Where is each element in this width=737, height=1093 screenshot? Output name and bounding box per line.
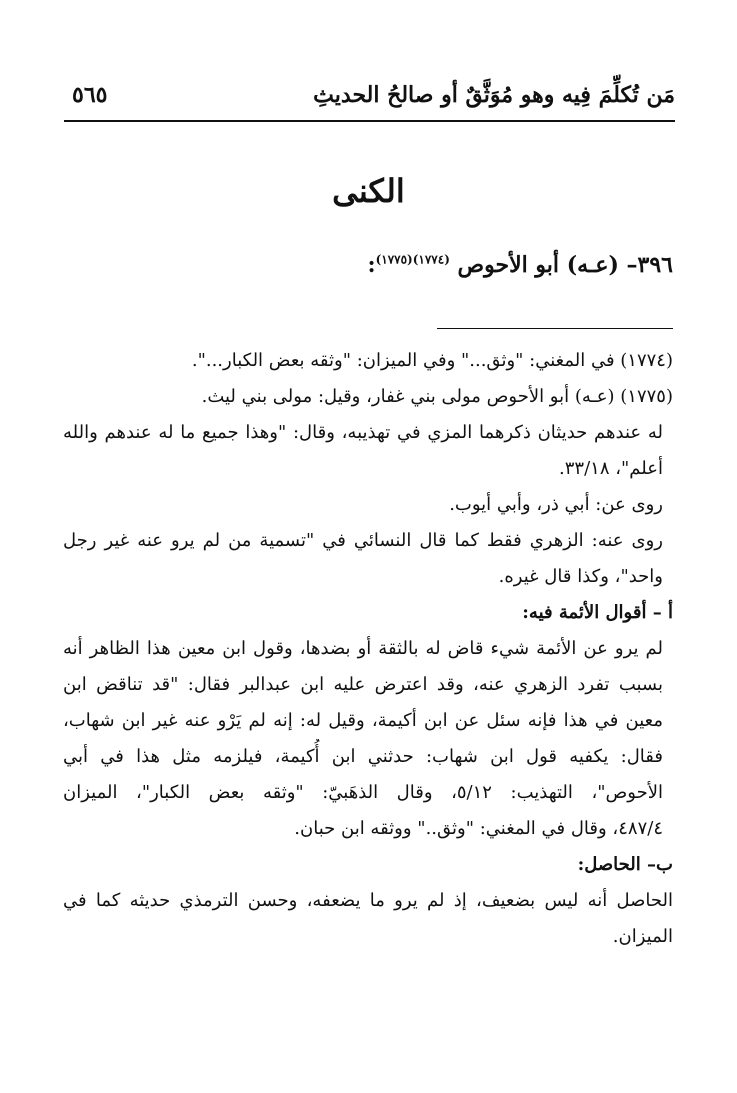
text-line: ٤٨٧/٤، وقال في المغني: "وثق.." ووثقه ابن حبان. <box>294 818 663 839</box>
text-line: الميزان. <box>612 926 673 947</box>
text-line: واحد"، وكذا قال غيره. <box>498 566 663 587</box>
entry-suffix: : <box>367 252 376 278</box>
subheading-hasil: ب– الحاصل: <box>577 854 673 875</box>
footnote-1774: (١٧٧٤) في المغني: "وثق..." وفي الميزان: "وثقه بعض الكبار...". <box>191 350 673 371</box>
text-line: له عندهم حديثان ذكرهما المزي في تهذيبه، وقال: "وهذا جميع ما له عندهم والله <box>63 422 663 443</box>
header-title: مَن تُكلِّمَ فِيه وهو مُوَثَّقٌ أو صالحُ الحديثِ <box>313 82 675 108</box>
text-line: روى عنه: الزهري فقط كما قال النسائي في "تسمية من لم يرو عنه غير رجل <box>63 530 663 551</box>
text-line: روى عن: أبي ذر، وأبي أيوب. <box>449 494 663 515</box>
page-number: ٥٦٥ <box>72 82 108 108</box>
running-header <box>64 82 675 116</box>
footnotes-body <box>63 343 673 955</box>
text-line: الحاصل أنه ليس بضعيف، إذ لم يرو ما يضعفه، وحسن الترمذي حديثه كما في <box>63 890 673 911</box>
text-line: الأحوص"، التهذيب: ٥/١٢، وقال الذهَبيّ: "وثقه بعض الكبار"، الميزان <box>63 782 663 803</box>
entry-number: ٣٩٦– (عـه) أبو الأحوص <box>457 252 673 278</box>
text-line: لم يرو عن الأئمة شيء قاض له بالثقة أو بضدها، وقول ابن معين هذا الظاهر أنه <box>63 638 663 659</box>
subheading-aqwal: أ – أقوال الأئمة فيه: <box>522 602 673 623</box>
text-line: فقال: يكفيه قول ابن شهاب: حدثني ابن أُكيمة، فيلزمه مثل هذا في أبي <box>63 746 663 767</box>
text-line: بسبب تفرد الزهري عنه، وقد اعترض عليه ابن عبدالبر فقال: "قد تناقض ابن <box>63 674 663 695</box>
entry-heading <box>367 252 673 278</box>
text-line: معين في هذا فإنه سئل عن ابن أكيمة، وقيل له: إنه لم يَرْو عنه غير ابن شهاب، <box>63 710 663 731</box>
footnote-rule <box>437 328 673 329</box>
footnote-1775: (١٧٧٥) (عـه) أبو الأحوص مولى بني غفار، وقيل: مولى بني ليث. <box>201 386 673 407</box>
text-line: أعلم"، ٣٣/١٨. <box>559 458 663 479</box>
footnote-refs: (١٧٧٤)(١٧٧٥) <box>375 252 450 267</box>
header-rule <box>64 120 675 122</box>
section-title: الكنى <box>332 172 405 210</box>
